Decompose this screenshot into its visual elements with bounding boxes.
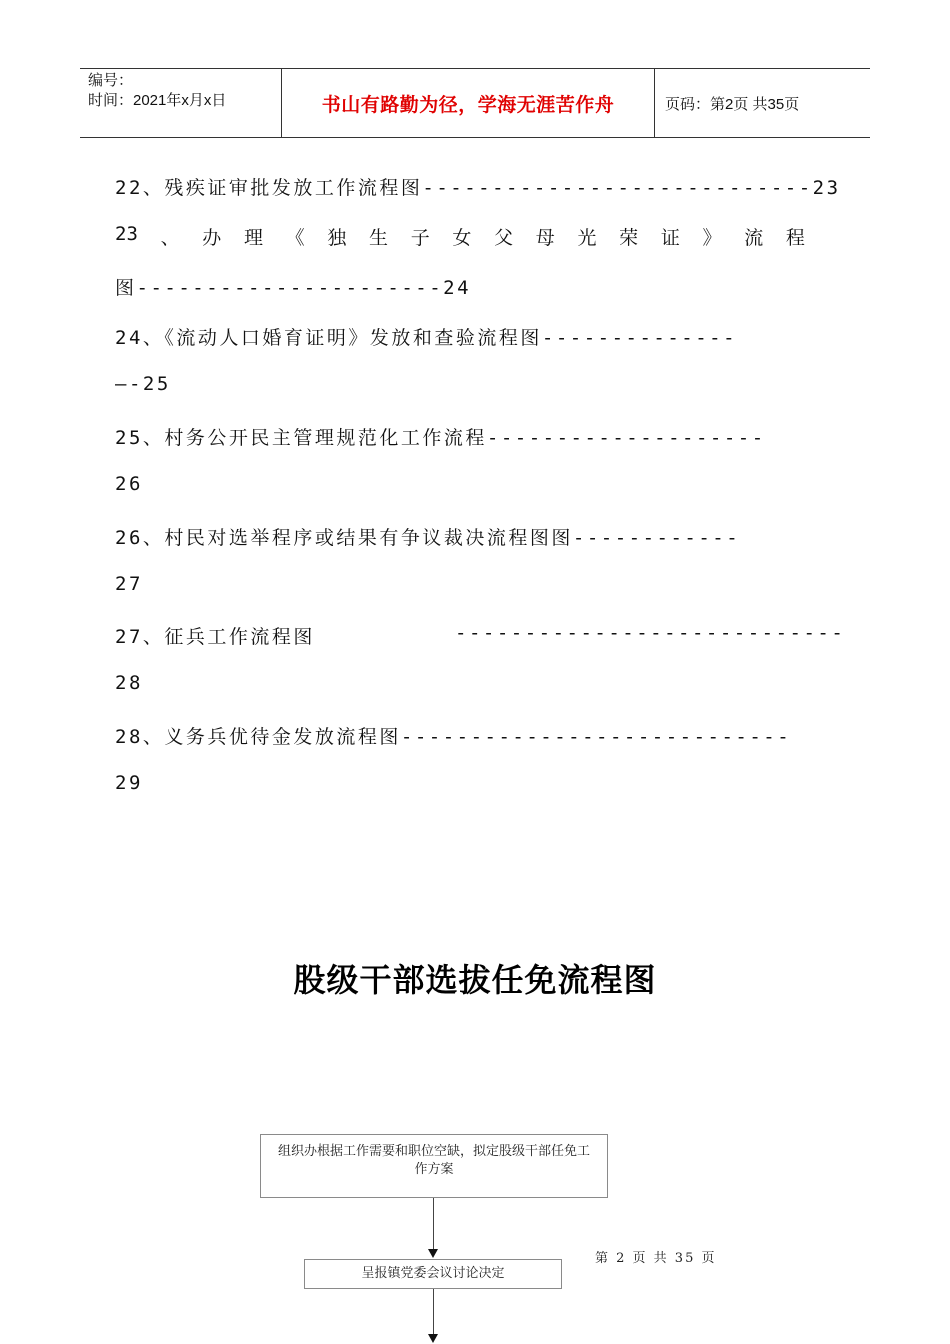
page-title: 股级干部选拔任免流程图 (293, 961, 657, 999)
toc-item-28: 28、义务兵优待金发放流程图---------------------------- (115, 726, 792, 748)
arrow-down-icon (428, 1249, 438, 1258)
toc-item-23-token: 流 (744, 227, 764, 249)
toc-item-23-token: 程 (785, 227, 805, 249)
number-label: 编号： (88, 72, 134, 89)
header-meta (80, 69, 282, 137)
toc-item-24-cont: —-25 (115, 373, 171, 395)
toc-item-27-dashes: ---------------------------- (455, 622, 846, 644)
toc-item-23-token: 生 (369, 227, 389, 249)
arrow-down-icon (428, 1334, 438, 1343)
flow-step-2-text: 呈报镇党委会议讨论决定 (361, 1266, 505, 1281)
toc-item-23-token: 独 (327, 227, 347, 249)
toc-item-23-token: 女 (452, 227, 472, 249)
toc-item-23-token: 母 (535, 227, 555, 249)
document-header (80, 68, 870, 138)
toc-item-26-cont: 27 (115, 573, 143, 595)
toc-item-22: 22、残疾证审批发放工作流程图----------------------------23 (115, 177, 841, 199)
toc-item-27-cont: 28 (115, 672, 143, 694)
flow-step-2 (304, 1259, 562, 1289)
toc-item-23-token: 证 (660, 227, 680, 249)
toc-item-23-token: 》 (702, 227, 722, 249)
flow-step-1-text: 组织办根据工作需要和职位空缺，拟定股级干部任免工作方案 (277, 1144, 590, 1177)
flow-connector-1 (433, 1198, 434, 1250)
toc-item-23-token: 理 (243, 227, 263, 249)
toc-item-23-token: 23 (115, 223, 138, 245)
toc-item-23-token: 父 (494, 227, 514, 249)
flow-connector-2 (433, 1289, 434, 1335)
flow-step-1 (260, 1134, 608, 1198)
toc-item-23-token: 光 (577, 227, 597, 249)
toc-item-24: 24、《流动人口婚育证明》发放和查验流程图-------------- (115, 327, 738, 349)
toc-item-23 (115, 223, 805, 250)
toc-item-26: 26、村民对选举程序或结果有争议裁决流程图图------------ (115, 527, 741, 549)
toc-item-23-token: 办 (202, 227, 222, 249)
toc-item-23-token: 荣 (619, 227, 639, 249)
header-motto: 书山有路勤为径，学海无涯苦作舟 (282, 69, 655, 137)
toc-item-25: 25、村务公开民主管理规范化工作流程-------------------- (115, 427, 766, 449)
time-label: 时间：2021年x月x日 (88, 92, 227, 109)
toc-item-27: 27、征兵工作流程图 (115, 626, 315, 648)
toc-item-23-token: 子 (410, 227, 430, 249)
toc-item-23-token: 、 (160, 227, 180, 249)
toc-item-28-cont: 29 (115, 772, 143, 794)
toc-item-25-cont: 26 (115, 473, 143, 495)
header-page-info: 页码：第2页 共35页 (665, 95, 800, 113)
toc-item-23-token: 《 (285, 227, 305, 249)
page-footer: 第 2 页 共 35 页 (595, 1251, 717, 1266)
toc-item-23-cont: 图----------------------24 (115, 277, 472, 299)
